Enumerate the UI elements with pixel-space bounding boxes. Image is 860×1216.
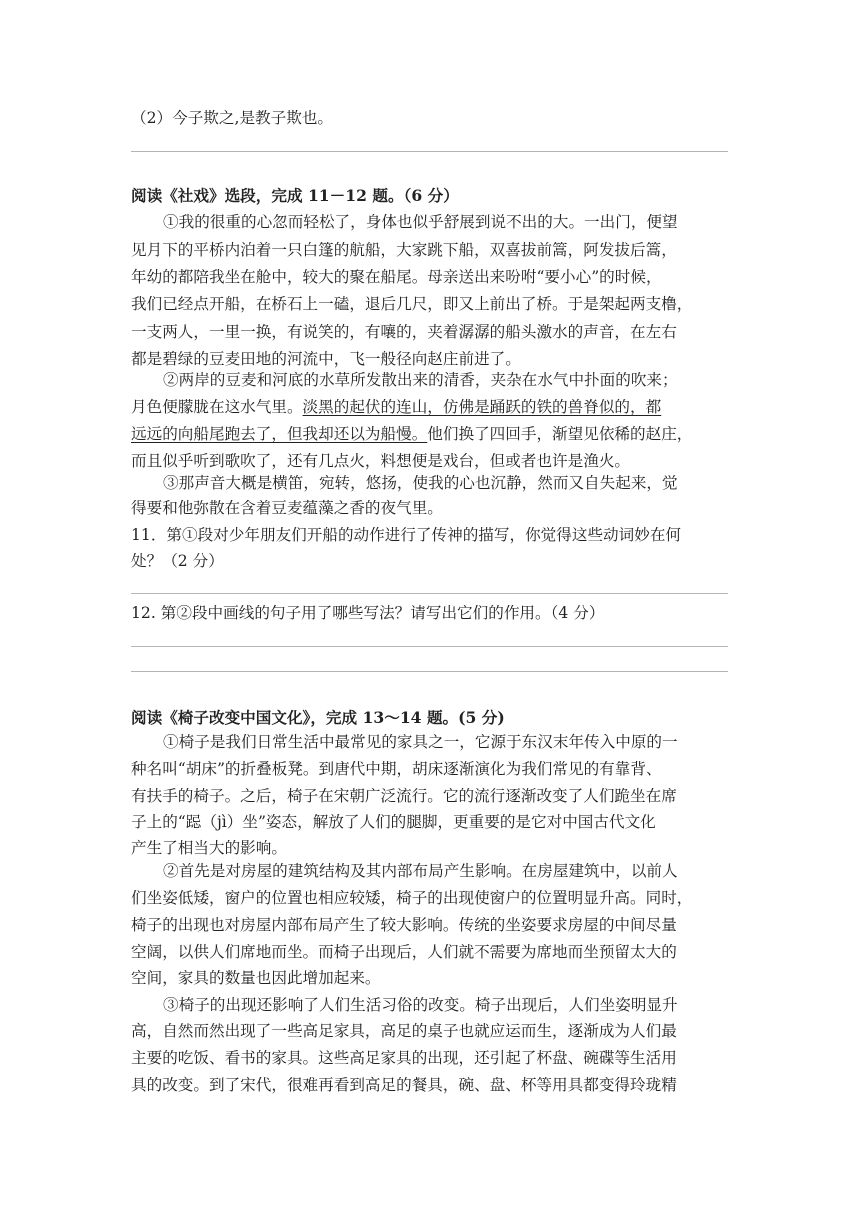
chair-paragraph-3-line: 具的改变。到了宋代，很难再看到高足的餐具，碗、盘、杯等用具都变得玲珑精 xyxy=(131,1076,677,1094)
chair-paragraph-3-line: 主要的吃饭、看书的家具。这些高足家具的出现，还引起了杯盘、碗碟等生活用 xyxy=(131,1049,677,1067)
shexi-paragraph-2-line: ②两岸的豆麦和河底的水草所发散出来的清香，夹杂在水气中扑面的吹来； xyxy=(163,371,678,389)
underlined-sentence: 淡黑的起伏的连山，仿佛是踊跃的铁的兽脊似的，都 xyxy=(302,398,662,416)
chair-paragraph-1-line: 有扶手的椅子。之后，椅子在宋朝广泛流行。它的流行逐渐改变了人们跪坐在席 xyxy=(131,787,677,805)
chair-paragraph-2-line: 空阔，以供人们席地而坐。而椅子出现后，人们就不需要为席地而坐预留太大的 xyxy=(131,943,677,961)
shexi-paragraph-3-line: 得要和他弥散在含着豆麦蕴藻之香的夜气里。 xyxy=(131,499,443,517)
chair-paragraph-2-line: 们坐姿低矮，窗户的位置也相应较矮，椅子的出现使窗户的位置明显升高。同时， xyxy=(131,889,693,907)
question-11-line: 11．第①段对少年朋友们开船的动作进行了传神的描写，你觉得这些动词妙在何 xyxy=(131,526,682,544)
plain-text: 月色便朦胧在这水气里。 xyxy=(131,398,303,416)
question-12: 12. 第②段中画线的句子用了哪些写法？请写出它们的作用。（4 分） xyxy=(131,604,605,622)
chair-paragraph-1-line: 种名叫“胡床”的折叠板凳。到唐代中期，胡床逐渐演化为我们常见的有靠背、 xyxy=(131,760,662,778)
chair-paragraph-1-line: 产生了相当大的影响。 xyxy=(131,839,287,857)
answer-line xyxy=(131,646,728,647)
chair-paragraph-2-line: ②首先是对房屋的建筑结构及其内部布局产生影响。在房屋建筑中，以前人 xyxy=(163,862,678,880)
shexi-paragraph-2-line xyxy=(131,424,728,444)
section-heading-chair: 阅读《椅子改变中国文化》，完成 13～14 题。(5 分) xyxy=(131,708,505,727)
answer-line xyxy=(131,593,728,594)
chair-paragraph-2-line: 椅子的出现也对房屋内部布局产生了较大影响。传统的坐姿要求房屋的中间尽量 xyxy=(131,916,677,934)
underlined-sentence: 远远的向船尾跑去了，但我却还以为船慢。 xyxy=(131,425,428,443)
chair-paragraph-1-line: 子上的“跽（jì）坐”姿态，解放了人们的腿脚，更重要的是它对中国古代文化 xyxy=(131,813,656,831)
shexi-paragraph-1-line: 一支两人，一里一换，有说笑的，有嚷的，夹着潺潺的船头激水的声音，在左右 xyxy=(131,323,677,341)
chair-paragraph-3-line: ③椅子的出现还影响了人们生活习俗的改变。椅子出现后，人们坐姿明显升 xyxy=(163,996,678,1014)
shexi-paragraph-1-line: 都是碧绿的豆麦田地的河流中，飞一般径向赵庄前进了。 xyxy=(131,350,521,368)
prev-question-item-2: （2）今子欺之,是教子欺也。 xyxy=(131,109,334,127)
shexi-paragraph-1-line: 见月下的平桥内泊着一只白篷的航船，大家跳下船，双喜拔前篙，阿发拔后篙， xyxy=(131,241,677,259)
plain-text: 他们换了四回手，渐望见依稀的赵庄， xyxy=(427,425,693,443)
chair-paragraph-2-line: 空间，家具的数量也因此增加起来。 xyxy=(131,969,381,987)
shexi-paragraph-3-line: ③那声音大概是横笛，宛转，悠扬，使我的心也沉静，然而又自失起来，觉 xyxy=(163,474,678,492)
chair-paragraph-3-line: 高，自然而然出现了一些高足家具，高足的桌子也就应运而生，逐渐成为人们最 xyxy=(131,1022,677,1040)
shexi-paragraph-1-line: 我们已经点开船，在桥石上一磕，退后几尺，即又上前出了桥。于是架起两支橹， xyxy=(131,295,693,313)
shexi-paragraph-1-line: 年幼的都陪我坐在舱中，较大的聚在船尾。母亲送出来吩咐“要小心”的时候， xyxy=(131,268,662,286)
section-heading-shexi: 阅读《社戏》选段，完成 11－12 题。（6 分） xyxy=(131,186,459,205)
shexi-paragraph-2-line: 而且似乎听到歌吹了，还有几点火，料想便是戏台，但或者也许是渔火。 xyxy=(131,452,631,470)
question-11-line: 处？（2 分） xyxy=(131,552,224,570)
chair-paragraph-1-line: ①椅子是我们日常生活中最常见的家具之一，它源于东汉末年传入中原的一 xyxy=(163,733,678,751)
answer-line xyxy=(131,151,728,152)
answer-line xyxy=(131,671,728,672)
shexi-paragraph-2-line xyxy=(131,397,728,417)
shexi-paragraph-1-line: ①我的很重的心忽而轻松了，身体也似乎舒展到说不出的大。一出门，便望 xyxy=(163,213,678,231)
